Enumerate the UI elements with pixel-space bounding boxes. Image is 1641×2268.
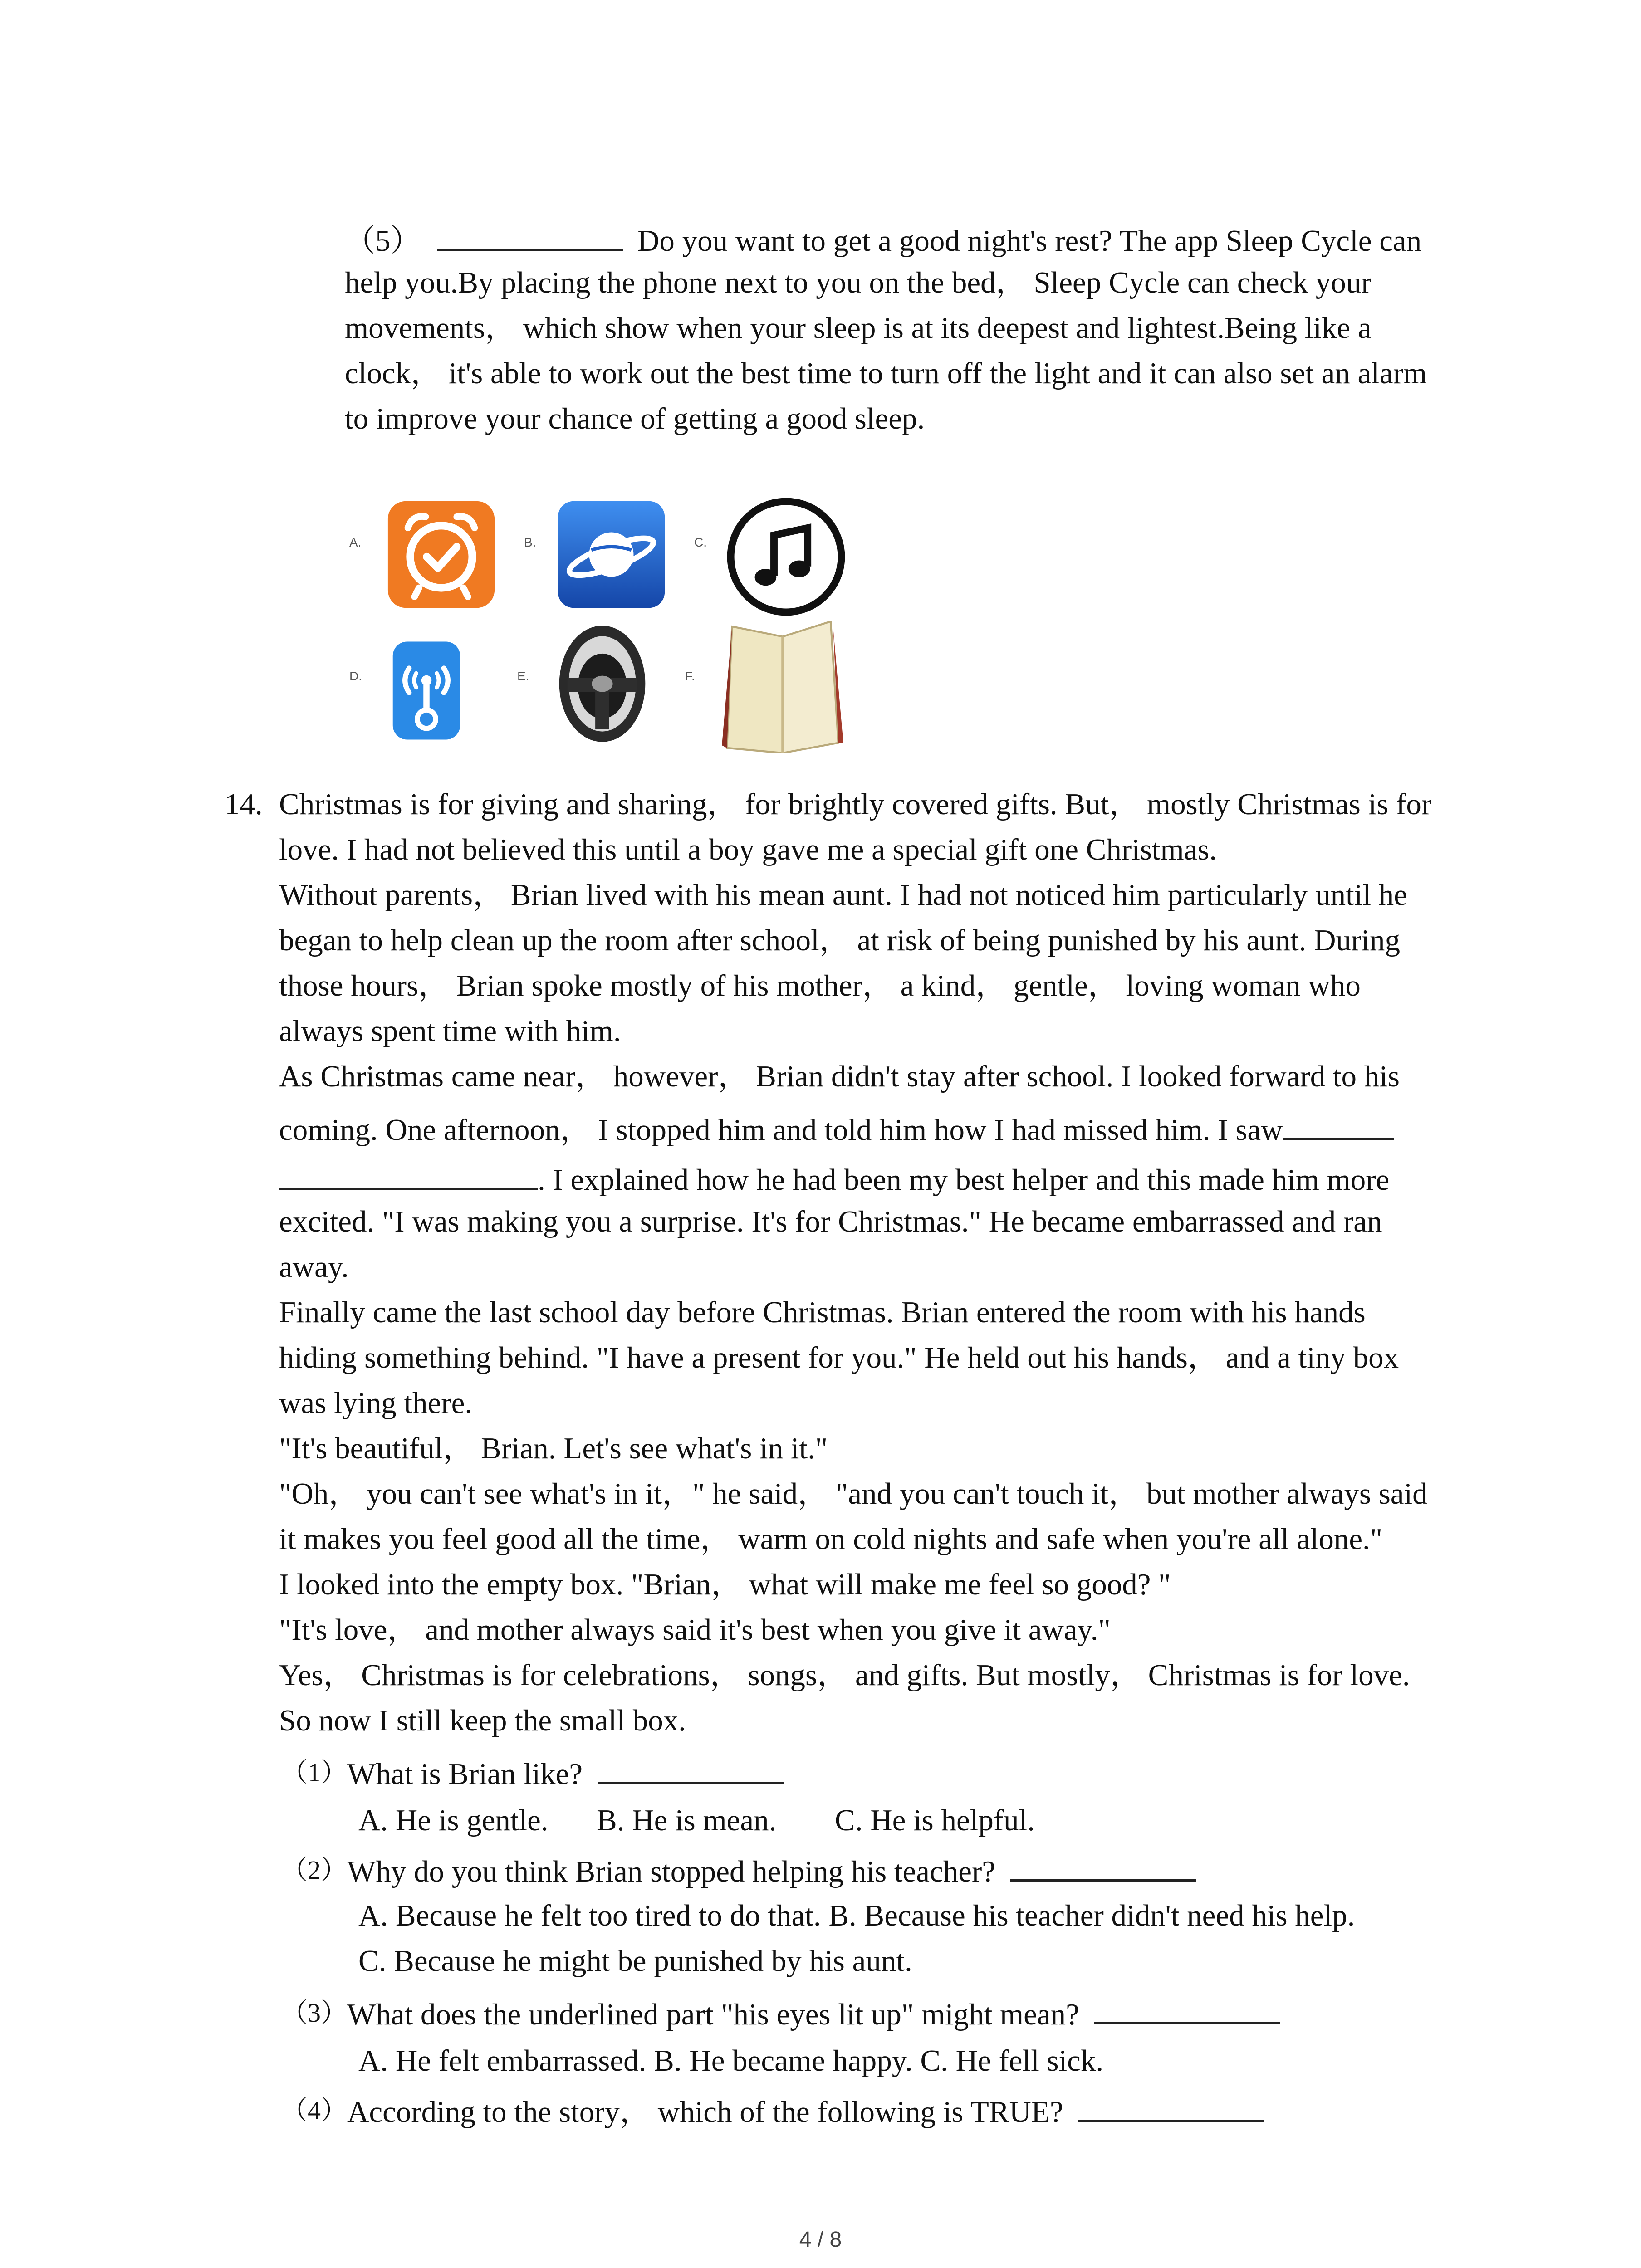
option: B. He is mean. [597,1804,777,1837]
q14-passage-line: "Oh， you can't see what's in it，" he said， "and you can't touch it， but mother always said [279,1477,1428,1510]
page-number: 4 / 8 [799,2228,842,2252]
alarm-clock-icon [386,499,497,610]
answer-blank[interactable] [598,1755,784,1784]
sub-question-text [347,1755,784,1789]
music-note-icon [726,497,846,617]
q14-passage-line: Without parents， Brian lived with his mean aunt. I had not noticed him particularly until he [279,878,1407,912]
q14-passage-line: I looked into the empty box. "Brian， what will make me feel so good? " [279,1568,1171,1601]
sub-question-text [347,1853,1196,1887]
option-label-d: D. [349,669,362,683]
q13-5-line2: help you.By placing the phone next to you on the bed， Sleep Cycle can check your [345,266,1372,299]
q14-passage-text: coming. One afternoon， I stopped him and told him how I had missed him. I saw [279,1113,1283,1147]
option: A. He felt embarrassed. B. He became happy. C. He fell sick. [358,2044,1104,2077]
q13-5-line3: movements， which show when your sleep is at its deepest and lightest.Being like a [345,311,1372,345]
planet-icon [556,499,667,610]
option: C. He is helpful. [835,1804,1035,1837]
q14-passage-line: Christmas is for giving and sharing， for brightly covered gifts. But， mostly Christmas is for [279,787,1432,821]
option: C. Because he might be punished by his aunt. [358,1944,912,1978]
q14-passage-line: hiding something behind. "I have a present for you." He held out his hands， and a tiny box [279,1341,1399,1374]
answer-blank[interactable] [1094,1996,1280,2024]
q14-passage-line: away. [279,1250,349,1284]
sub-question-text [347,1996,1280,2030]
answer-blank[interactable] [437,222,623,251]
option-label-a: A. [349,535,362,549]
q13-5-number: （5） [345,224,421,258]
option-label-c: C. [694,535,707,549]
option: A. Because he felt too tired to do that. B. Because his teacher didn't need his help. [358,1899,1355,1932]
open-book-icon [719,621,846,753]
sub-question-prompt: Why do you think Brian stopped helping his teacher? [347,1855,996,1888]
q14-passage-line: As Christmas came near， however， Brian didn't stay after school. I looked forward to his [279,1060,1400,1093]
q14-passage-line: those hours， Brian spoke mostly of his mother， a kind， gentle， loving woman who [279,969,1361,1002]
option-label-f: F. [685,669,695,683]
q14-number: 14. [225,787,263,821]
option-label-b: B. [524,535,536,549]
answer-blank[interactable] [1078,2093,1264,2122]
sub-question-number: （4） [281,2096,348,2125]
q14-passage-line: began to help clean up the room after school， at risk of being punished by his aunt. During [279,924,1400,957]
wifi-key-icon [390,640,463,742]
q14-passage-line: "It's love， and mother always said it's best when you give it away." [279,1613,1111,1647]
q13-5-text: Do you want to get a good night's rest? The app Sleep Cycle can [637,224,1422,258]
q14-passage-line: excited. "I was making you a surprise. It's for Christmas." He became embarrassed and ran [279,1205,1382,1238]
q14-passage-line: Finally came the last school day before Christmas. Brian entered the room with his hands [279,1295,1366,1329]
answer-blank[interactable] [1283,1111,1394,1140]
sub-question-number: （2） [281,1855,348,1885]
q14-passage-line: So now I still keep the small box. [279,1704,686,1737]
q13-5-line4: clock， it's able to work out the best time to turn off the light and it can also set an alarm [345,357,1427,390]
q14-passage-line-with-blank [279,1161,1389,1195]
answer-blank[interactable] [279,1161,538,1190]
q14-passage-line: was lying there. [279,1386,473,1420]
steering-wheel-icon [556,621,649,746]
q13-5-line1 [345,222,1421,256]
answer-blank[interactable] [1010,1853,1196,1882]
option: A. He is gentle. [358,1804,549,1837]
sub-question-text [347,2093,1264,2127]
q14-passage-text: . I explained how he had been my best helper and this made him more [538,1163,1390,1197]
q14-passage-line: love. I had not believed this until a boy gave me a special gift one Christmas. [279,833,1217,866]
q14-passage-line: always spent time with him. [279,1014,621,1048]
option-label-e: E. [517,669,529,683]
q14-passage-line: "It's beautiful， Brian. Let's see what's in it." [279,1432,828,1465]
sub-question-number: （1） [281,1758,348,1787]
q13-5-line5: to improve your chance of getting a good sleep. [345,402,925,435]
q14-passage-line: it makes you feel good all the time， warm on cold nights and safe when you're all alone." [279,1522,1383,1556]
q14-passage-line: Yes， Christmas is for celebrations， songs， and gifts. But mostly， Christmas is for love. [279,1658,1410,1692]
sub-question-prompt: What does the underlined part "his eyes lit up" might mean? [347,1998,1079,2031]
q14-passage-line-with-blank [279,1111,1394,1145]
sub-question-number: （3） [281,1998,348,2028]
sub-question-prompt: According to the story， which of the following is TRUE? [347,2095,1063,2129]
sub-question-prompt: What is Brian like? [347,1757,583,1791]
